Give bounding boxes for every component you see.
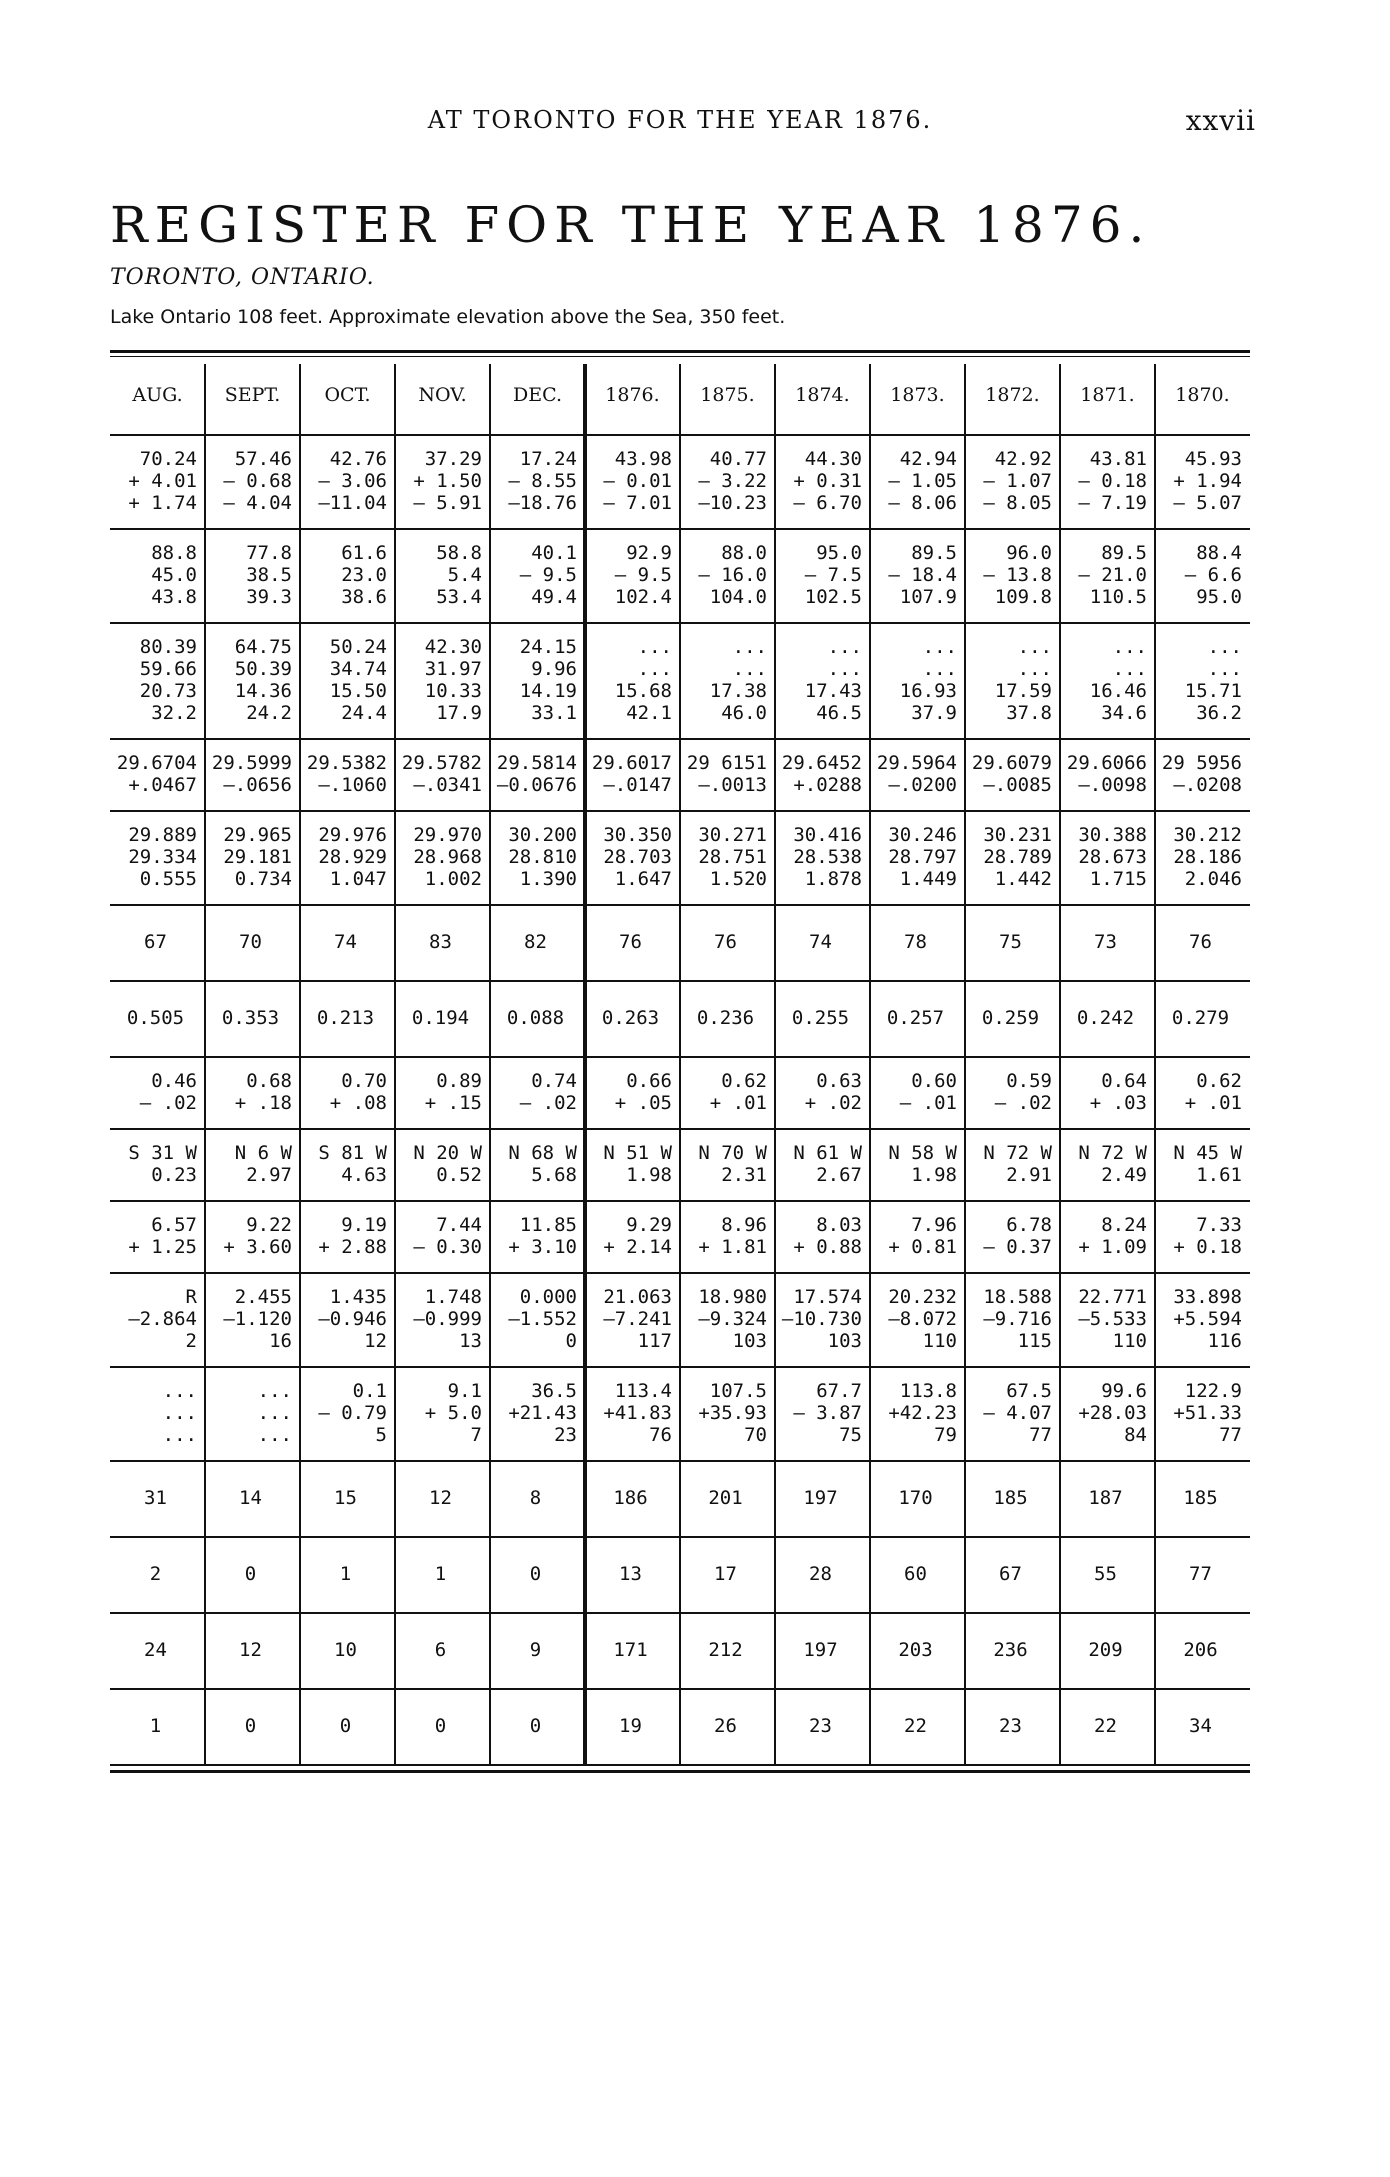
table-cell: 0 (529, 1715, 542, 1737)
table-cell: 19 (619, 1715, 642, 1737)
table-cell: 113.4 +41.83 76 (603, 1380, 672, 1446)
table-cell: 0 (244, 1715, 257, 1737)
column-rule (204, 364, 206, 1766)
register-table (110, 350, 1250, 2090)
table-cell: 7.44 — 0.30 (413, 1214, 482, 1258)
table-cell: ... ... ... (162, 1380, 197, 1446)
table-cell: 0.353 (221, 1007, 280, 1029)
table-cell: 22 (904, 1715, 927, 1737)
table-cell: 88.4 — 6.6 95.0 (1184, 542, 1242, 608)
table-cell: 0.213 (316, 1007, 375, 1029)
table-cell: 29.889 29.334 0.555 (128, 824, 197, 890)
table-cell: 0.000 —1.552 0 (508, 1286, 577, 1352)
table-cell: 17.24 — 8.55 —18.76 (508, 448, 577, 514)
table-cell: 0.62 + .01 (709, 1070, 767, 1114)
table-cell: 29.5964 —.0200 (876, 752, 957, 796)
table-cell: 18.588 —9.716 115 (983, 1286, 1052, 1352)
table-cell: 8.24 + 1.09 (1078, 1214, 1147, 1258)
table-cell: 1 (149, 1715, 162, 1737)
table-cell: 29.6017 —.0147 (591, 752, 672, 796)
table-cell: R —2.864 2 (128, 1286, 197, 1352)
table-cell: N 58 W 1.98 (888, 1142, 957, 1186)
table-cell: 76 (714, 931, 737, 953)
table-cell: 67.5 — 4.07 77 (983, 1380, 1052, 1446)
table-cell: 30.350 28.703 1.647 (603, 824, 672, 890)
table-cell: 24 (144, 1639, 167, 1661)
column-header: NOV. (418, 384, 467, 406)
table-cell: 43.81 — 0.18 — 7.19 (1078, 448, 1147, 514)
table-cell: 18.980 —9.324 103 (698, 1286, 767, 1352)
table-cell: 1.748 —0.999 13 (413, 1286, 482, 1352)
table-cell: 99.6 +28.03 84 (1078, 1380, 1147, 1446)
table-cell: 0.64 + .03 (1089, 1070, 1147, 1114)
table-cell: 77 (1189, 1563, 1212, 1585)
table-cell: 67 (999, 1563, 1022, 1585)
table-cell: 29.5782 —.0341 (401, 752, 482, 796)
column-header: 1874. (795, 384, 850, 406)
table-cell: 60 (904, 1563, 927, 1585)
table-cell: N 68 W 5.68 (508, 1142, 577, 1186)
column-header: OCT. (324, 384, 371, 406)
table-cell: 113.8 +42.23 79 (888, 1380, 957, 1446)
table-cell: 82 (524, 931, 547, 953)
table-top-rule-thin (110, 356, 1250, 357)
column-header: 1871. (1080, 384, 1135, 406)
column-rule (679, 364, 681, 1766)
table-cell: 0 (339, 1715, 352, 1737)
table-cell: 236 (993, 1639, 1028, 1661)
table-cell: 8.96 + 1.81 (698, 1214, 767, 1258)
table-cell: 67 (144, 931, 167, 953)
table-cell: 6.78 — 0.37 (983, 1214, 1052, 1258)
table-cell: 89.5 — 21.0 110.5 (1078, 542, 1147, 608)
table-cell: ... ... 16.46 34.6 (1089, 636, 1147, 724)
table-cell: 15 (334, 1487, 357, 1509)
table-cell: ... ... 16.93 37.9 (899, 636, 957, 724)
table-cell: 206 (1183, 1639, 1218, 1661)
table-cell: 1.435 —0.946 12 (318, 1286, 387, 1352)
table-cell: 1 (434, 1563, 447, 1585)
table-cell: 6 (434, 1639, 447, 1661)
table-cell: 36.5 +21.43 23 (508, 1380, 577, 1446)
table-cell: 34 (1189, 1715, 1212, 1737)
table-cell: 75 (999, 931, 1022, 953)
table-cell: 31 (144, 1487, 167, 1509)
table-cell: 0.46 — .02 (139, 1070, 197, 1114)
table-cell: 89.5 — 18.4 107.9 (888, 542, 957, 608)
table-cell: 29 5956 —.0208 (1161, 752, 1242, 796)
table-cell: 88.8 45.0 43.8 (151, 542, 197, 608)
table-cell: 0.63 + .02 (804, 1070, 862, 1114)
table-cell: 78 (904, 931, 927, 953)
table-cell: 122.9 +51.33 77 (1173, 1380, 1242, 1446)
table-cell: 50.24 34.74 15.50 24.4 (329, 636, 387, 724)
table-cell: 2 (149, 1563, 162, 1585)
table-cell: 29.970 28.968 1.002 (413, 824, 482, 890)
table-cell: 0.66 + .05 (614, 1070, 672, 1114)
table-cell: 44.30 + 0.31 — 6.70 (793, 448, 862, 514)
table-cell: 14 (239, 1487, 262, 1509)
column-header: 1876. (605, 384, 660, 406)
table-cell: 0 (244, 1563, 257, 1585)
table-cell: 0 (529, 1563, 542, 1585)
table-cell: 57.46 — 0.68 — 4.04 (223, 448, 292, 514)
table-cell: 30.416 28.538 1.878 (793, 824, 862, 890)
table-cell: 30.271 28.751 1.520 (698, 824, 767, 890)
table-cell: 9.29 + 2.14 (603, 1214, 672, 1258)
table-cell: 9.19 + 2.88 (318, 1214, 387, 1258)
table-cell: 29.6066 —.0098 (1066, 752, 1147, 796)
page-subtitle: TORONTO, ONTARIO. (110, 265, 375, 290)
table-cell: N 72 W 2.49 (1078, 1142, 1147, 1186)
table-cell: 7.96 + 0.81 (888, 1214, 957, 1258)
table-cell: 42.92 — 1.07 — 8.05 (983, 448, 1052, 514)
table-cell: 0.263 (601, 1007, 660, 1029)
table-cell: S 81 W 4.63 (318, 1142, 387, 1186)
table-cell: ... ... 17.38 46.0 (709, 636, 767, 724)
running-head (110, 100, 1256, 140)
table-cell: 0.70 + .08 (329, 1070, 387, 1114)
table-cell: 43.98 — 0.01 — 7.01 (603, 448, 672, 514)
table-cell: 0.242 (1076, 1007, 1135, 1029)
table-cell: 12 (429, 1487, 452, 1509)
table-cell: 74 (334, 931, 357, 953)
table-cell: 61.6 23.0 38.6 (341, 542, 387, 608)
table-cell: 0.60 — .01 (899, 1070, 957, 1114)
table-cell: 37.29 + 1.50 — 5.91 (413, 448, 482, 514)
table-top-rule (110, 350, 1250, 353)
table-cell: 187 (1088, 1487, 1123, 1509)
table-cell: 22.771 —5.533 110 (1078, 1286, 1147, 1352)
table-cell: 40.1 — 9.5 49.4 (519, 542, 577, 608)
table-cell: 42.30 31.97 10.33 17.9 (424, 636, 482, 724)
column-rule (583, 364, 587, 1766)
column-rule (774, 364, 776, 1766)
table-cell: 197 (803, 1487, 838, 1509)
table-cell: 42.94 — 1.05 — 8.06 (888, 448, 957, 514)
table-cell: N 72 W 2.91 (983, 1142, 1052, 1186)
table-cell: 0.255 (791, 1007, 850, 1029)
table-cell: N 20 W 0.52 (413, 1142, 482, 1186)
table-cell: 83 (429, 931, 452, 953)
table-cell: 88.0 — 16.0 104.0 (698, 542, 767, 608)
table-cell: 0.59 — .02 (994, 1070, 1052, 1114)
table-cell: 6.57 + 1.25 (128, 1214, 197, 1258)
table-cell: 40.77 — 3.22 —10.23 (698, 448, 767, 514)
table-cell: N 6 W 2.97 (234, 1142, 292, 1186)
table-cell: 73 (1094, 931, 1117, 953)
table-cell: 95.0 — 7.5 102.5 (804, 542, 862, 608)
table-cell: 8 (529, 1487, 542, 1509)
table-cell: 185 (1183, 1487, 1218, 1509)
table-cell: 203 (898, 1639, 933, 1661)
table-cell: N 45 W 1.61 (1173, 1142, 1242, 1186)
page-number: xxvii (1185, 104, 1256, 137)
table-cell: 201 (708, 1487, 743, 1509)
table-cell: 24.15 9.96 14.19 33.1 (519, 636, 577, 724)
table-cell: 17.574 —10.730 103 (781, 1286, 862, 1352)
table-cell: ... ... 15.68 42.1 (614, 636, 672, 724)
table-cell: 0.257 (886, 1007, 945, 1029)
table-cell: 197 (803, 1639, 838, 1661)
table-cell: 0.1 — 0.79 5 (318, 1380, 387, 1446)
table-cell: N 51 W 1.98 (603, 1142, 672, 1186)
table-cell: 42.76 — 3.06 —11.04 (318, 448, 387, 514)
table-cell: 29.6704 +.0467 (116, 752, 197, 796)
column-header: AUG. (132, 384, 183, 406)
table-cell: 70.24 + 4.01 + 1.74 (128, 448, 197, 514)
table-cell: 7.33 + 0.18 (1173, 1214, 1242, 1258)
table-cell: 33.898 +5.594 116 (1173, 1286, 1242, 1352)
table-cell: 76 (1189, 931, 1212, 953)
table-cell: 0.259 (981, 1007, 1040, 1029)
table-cell: 209 (1088, 1639, 1123, 1661)
table-cell: 80.39 59.66 20.73 32.2 (139, 636, 197, 724)
table-cell: 30.246 28.797 1.449 (888, 824, 957, 890)
column-rule (964, 364, 966, 1766)
column-header: DEC. (512, 384, 562, 406)
table-cell: ... ... ... (257, 1380, 292, 1446)
table-cell: 0.505 (126, 1007, 185, 1029)
table-cell: 55 (1094, 1563, 1117, 1585)
table-cell: 9.22 + 3.60 (223, 1214, 292, 1258)
column-rule (394, 364, 396, 1766)
column-rule (1154, 364, 1156, 1766)
table-cell: 13 (619, 1563, 642, 1585)
table-cell: 107.5 +35.93 70 (698, 1380, 767, 1446)
table-cell: 29.5382 —.1060 (306, 752, 387, 796)
table-cell: 20.232 —8.072 110 (888, 1286, 957, 1352)
table-cell: 45.93 + 1.94 — 5.07 (1173, 448, 1242, 514)
table-cell: 23 (999, 1715, 1022, 1737)
table-cell: 17 (714, 1563, 737, 1585)
table-cell: 10 (334, 1639, 357, 1661)
table-cell: 29.6079 —.0085 (971, 752, 1052, 796)
table-cell: 170 (898, 1487, 933, 1509)
table-cell: 30.231 28.789 1.442 (983, 824, 1052, 890)
table-cell: 29.5814 —0.0676 (496, 752, 577, 796)
table-cell: 29.6452 +.0288 (781, 752, 862, 796)
table-cell: 0.194 (411, 1007, 470, 1029)
table-cell: 0.279 (1171, 1007, 1230, 1029)
table-cell: 92.9 — 9.5 102.4 (614, 542, 672, 608)
table-cell: ... ... 17.59 37.8 (994, 636, 1052, 724)
table-cell: 11.85 + 3.10 (508, 1214, 577, 1258)
page-title: REGISTER FOR THE YEAR 1876. (110, 196, 1152, 254)
table-cell: 22 (1094, 1715, 1117, 1737)
table-cell: 26 (714, 1715, 737, 1737)
column-rule (489, 364, 491, 1766)
table-cell: 8.03 + 0.88 (793, 1214, 862, 1258)
table-cell: 9.1 + 5.0 7 (424, 1380, 482, 1446)
table-cell: N 70 W 2.31 (698, 1142, 767, 1186)
table-cell: 70 (239, 931, 262, 953)
table-cell: 0.62 + .01 (1184, 1070, 1242, 1114)
table-cell: 96.0 — 13.8 109.8 (983, 542, 1052, 608)
table-cell: 77.8 38.5 39.3 (246, 542, 292, 608)
column-header: 1875. (700, 384, 755, 406)
table-cell: 0.088 (506, 1007, 565, 1029)
table-cell: 67.7 — 3.87 75 (793, 1380, 862, 1446)
table-cell: 30.212 28.186 2.046 (1173, 824, 1242, 890)
table-cell: 30.388 28.673 1.715 (1078, 824, 1147, 890)
table-cell: 76 (619, 931, 642, 953)
column-header: 1873. (890, 384, 945, 406)
table-cell: 0 (434, 1715, 447, 1737)
column-rule (299, 364, 301, 1766)
table-cell: 29.5999 —.0656 (211, 752, 292, 796)
table-cell: 29 6151 —.0013 (686, 752, 767, 796)
table-cell: 0.89 + .15 (424, 1070, 482, 1114)
table-cell: 23 (809, 1715, 832, 1737)
table-cell: 186 (613, 1487, 648, 1509)
table-cell: 21.063 —7.241 117 (603, 1286, 672, 1352)
table-cell: 74 (809, 931, 832, 953)
table-cell: 9 (529, 1639, 542, 1661)
table-cell: 12 (239, 1639, 262, 1661)
column-rule (1059, 364, 1061, 1766)
column-header: 1872. (985, 384, 1040, 406)
table-cell: 1 (339, 1563, 352, 1585)
table-bottom-rule (110, 1770, 1250, 1773)
table-cell: S 31 W 0.23 (128, 1142, 197, 1186)
table-cell: 185 (993, 1487, 1028, 1509)
table-cell: 28 (809, 1563, 832, 1585)
column-header: SEPT. (224, 384, 281, 406)
table-cell: 2.455 —1.120 16 (223, 1286, 292, 1352)
column-header: 1870. (1175, 384, 1230, 406)
table-cell: ... ... 17.43 46.5 (804, 636, 862, 724)
table-cell: 0.236 (696, 1007, 755, 1029)
table-cell: 0.74 — .02 (519, 1070, 577, 1114)
column-rule (869, 364, 871, 1766)
table-cell: 64.75 50.39 14.36 24.2 (234, 636, 292, 724)
elevation-note: Lake Ontario 108 feet. Approximate elevation above the Sea, 350 feet. (110, 306, 786, 328)
running-title: AT TORONTO FOR THE YEAR 1876. (427, 106, 933, 134)
table-cell: 29.965 29.181 0.734 (223, 824, 292, 890)
table-cell: 171 (613, 1639, 648, 1661)
table-cell: ... ... 15.71 36.2 (1184, 636, 1242, 724)
table-cell: 212 (708, 1639, 743, 1661)
table-cell: 29.976 28.929 1.047 (318, 824, 387, 890)
table-cell: N 61 W 2.67 (793, 1142, 862, 1186)
table-cell: 0.68 + .18 (234, 1070, 292, 1114)
table-cell: 58.8 5.4 53.4 (436, 542, 482, 608)
table-cell: 30.200 28.810 1.390 (508, 824, 577, 890)
